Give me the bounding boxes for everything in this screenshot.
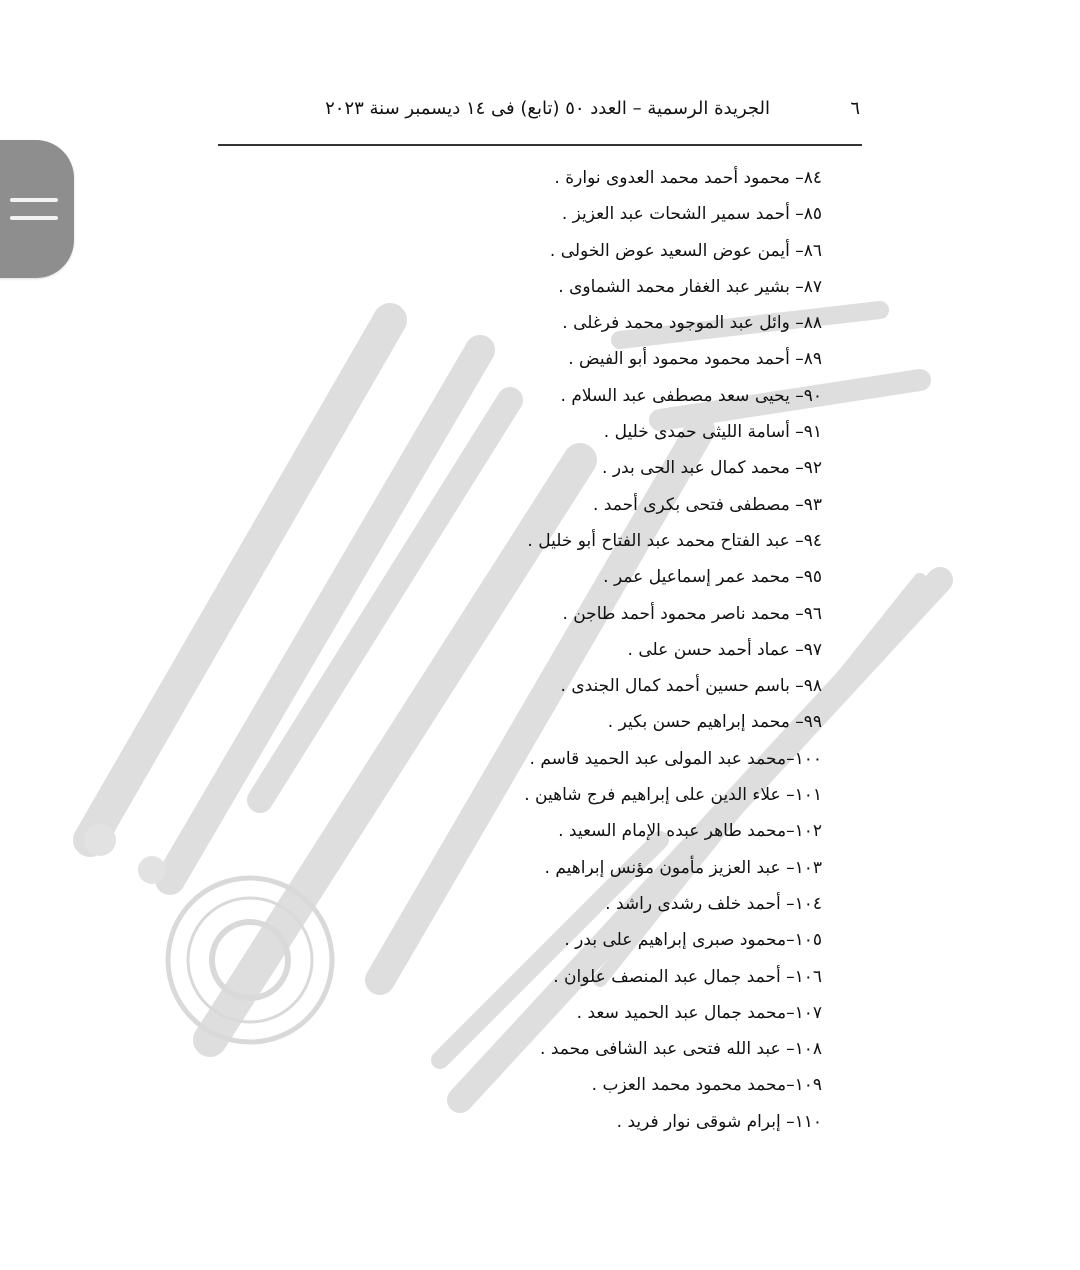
list-item: ٨٩– أحمد محمود محمود أبو الفيض . xyxy=(568,349,822,370)
page-number: ٦ xyxy=(850,98,860,119)
list-item: ١٠٩–محمد محمود محمد العزب . xyxy=(591,1075,822,1096)
list-item: ٩٩– محمد إبراهيم حسن بكير . xyxy=(607,712,822,733)
list-item: ٨٧– بشير عبد الغفار محمد الشماوى . xyxy=(558,276,822,297)
list-item: ٨٨– وائل عبد الموجود محمد فرغلى . xyxy=(562,313,822,334)
list-item: ٩١– أسامة الليثى حمدى خليل . xyxy=(603,422,822,443)
list-item: ١٠٢–محمد طاهر عبده الإمام السعيد . xyxy=(558,821,822,842)
gazette-header-title: الجريدة الرسمية – العدد ٥٠ (تابع) فى ١٤ ديسمبر سنة ٢٠٢٣ xyxy=(325,98,770,119)
list-item: ٩٧– عماد أحمد حسن على . xyxy=(627,639,822,660)
list-item: ١٠٤– أحمد خلف رشدى راشد . xyxy=(605,893,822,914)
list-item: ١١٠– إبرام شوقى نوار فريد . xyxy=(616,1111,822,1132)
list-item: ٨٤– محمود أحمد محمد العدوى نوارة . xyxy=(554,168,822,188)
list-item: ٨٦– أيمن عوض السعيد عوض الخولى . xyxy=(549,240,822,261)
list-item: ١٠٥–محمود صبرى إبراهيم على بدر . xyxy=(564,930,822,951)
list-item: ٩٥– محمد عمر إسماعيل عمر . xyxy=(603,567,822,588)
list-item: ٩٢– محمد كمال عبد الحى بدر . xyxy=(602,458,822,479)
list-item: ١٠٠–محمد عبد المولى عبد الحميد قاسم . xyxy=(529,748,822,769)
list-item: ٩٦– محمد ناصر محمود أحمد طاجن . xyxy=(562,603,822,624)
list-item: ٨٥– أحمد سمير الشحات عبد العزيز . xyxy=(561,204,822,225)
list-item: ٩٠– يحيى سعد مصطفى عبد السلام . xyxy=(560,385,822,406)
side-menu-handle[interactable] xyxy=(0,140,74,278)
names-list xyxy=(524,160,822,1140)
menu-lines-icon xyxy=(10,198,58,202)
page-header xyxy=(218,92,862,146)
list-item: ١٠٧–محمد جمال عبد الحميد سعد . xyxy=(576,1002,822,1023)
list-item: ٩٣– مصطفى فتحى بكرى أحمد . xyxy=(593,494,822,515)
menu-lines-icon xyxy=(10,216,58,220)
list-item: ٩٨– باسم حسين أحمد كمال الجندى . xyxy=(560,676,822,697)
list-item: ٩٤– عبد الفتاح محمد عبد الفتاح أبو خليل . xyxy=(527,530,822,551)
list-item: ١٠١– علاء الدين على إبراهيم فرج شاهين . xyxy=(524,785,822,806)
list-item: ١٠٣– عبد العزيز مأمون مؤنس إبراهيم . xyxy=(544,857,822,878)
list-item: ١٠٦– أحمد جمال عبد المنصف علوان . xyxy=(553,966,822,987)
list-item: ١٠٨– عبد الله فتحى عبد الشافى محمد . xyxy=(540,1039,822,1060)
